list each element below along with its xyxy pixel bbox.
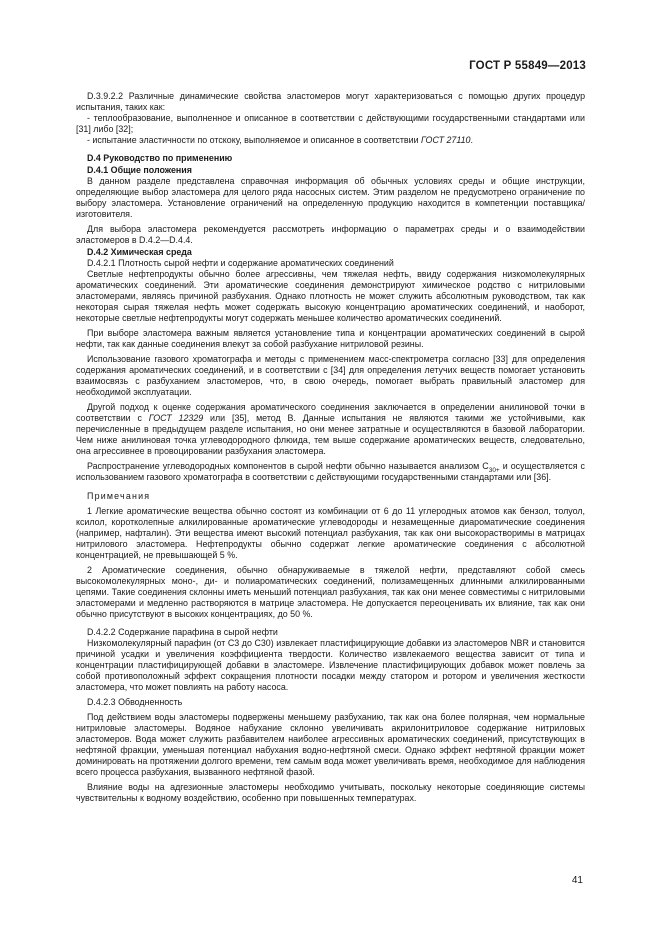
list-item-heat-generation: - теплообразование, выполненное и описанное в соответствии с действующими государственными стандартами или [31] либо [32]; bbox=[76, 113, 585, 134]
note-2: 2 Ароматические соединения, обычно обнаруживаемые в тяжелой нефти, представляют собой смесь высокомолекулярных моно-, ди- и полиароматических соединений, полизамещенных длинными алкилированными цепями. Такие соединения склонны иметь меньший потенциал разбухания, так как они менее совместимы с нитриловыми эластомерами и медленно растворяются в матрице эластомера. Не допускается переоценивать их влияние, так как они обычно присутствуют в высоких концентрациях, до 50 %. bbox=[76, 565, 585, 619]
paragraph-d421-chromatograph: Использование газового хроматографа и методы с применением масс-спектрометра согласно [33] для определения содержания ароматических соединений, и в соответствии с [34] для определения летучих веществ помогает установить взаимосвязь с разбуханием эластомеров, что, в свою очередь, помогает выбрать правильный эластомер для необходимой эксплуатации. bbox=[76, 354, 585, 397]
list-item-text: - испытание эластичности по отскоку, выполняемое и описанное в соответствии bbox=[87, 135, 422, 145]
paragraph-d421-c30-analysis: Распространение углеводородных компонентов в сырой нефти обычно называется анализом $С_{30+}$ и осуществляется с использованием газового хроматографа в соответствии с действующими государственными стандартами или [36]. bbox=[76, 461, 585, 482]
list-item-rebound-resilience: - испытание эластичности по отскоку, выполняемое и описанное в соответствии ГОСТ 27110. bbox=[87, 135, 473, 145]
page-number: 41 bbox=[571, 875, 583, 886]
paragraph-d421-selection: При выборе эластомера важным является установление типа и концентрации ароматических соединений в сырой нефти, так как данные соединения влекут за собой разбухание нитриловой резины. bbox=[76, 328, 585, 349]
subsection-heading-d423: D.4.2.3 Обводненность bbox=[87, 697, 183, 707]
paragraph-d421-light-oil: Светлые нефтепродукты обычно более агрессивны, чем тяжелая нефть, ввиду содержания низкомолекулярных ароматических соединений. Эти ароматические соединения демонстрируют химическое родство с нитриловыми эластомерами, являясь причиной разбухания. Однако плотность не может служить абсолютным руководством, так как некоторая сырая тяжелая нефть может содержать высокую концентрацию ароматических соединений, и наоборот, некоторые светлые нефтепродукты могут содержать меньшее количество ароматических соединений. bbox=[76, 269, 585, 323]
paragraph-d423-adhesive: Влияние воды на адгезионные эластомеры необходимо учитывать, поскольку некоторые соединяющие системы чувствительны к водному воздействию, особенно при повышенных температурах. bbox=[76, 782, 585, 803]
paragraph-d423-water: Под действием воды эластомеры подвержены меньшему разбуханию, так как она более полярная, чем нормальные нитриловые эластомеры. Водяное набухание склонно увеличивать акрилонитриловое содержание нитриловых эластомеров. Вода может служить разбавителем наиболее агрессивных ароматических соединений, присутствующих в нефтяной фракции, уменьшая потенциал набухания водно-нефтяной смеси. Однако эффект нефтяной фракции может доминировать на протяжении долгого времени, тем самым вода может увеличивать время, необходимое для наблюдения всего процесса разбухания, вызванного нефтяной фазой. bbox=[76, 712, 585, 777]
note-1: 1 Легкие ароматические вещества обычно состоят из комбинации от 6 до 11 углеродных атомов как бензол, толуол, ксилол, коротколепные алкилированные ароматические углеводороды и незамещенные диароматические соединения (например, нафталин). Эти вещества имеют высокий потенциал разбухания, так как они высокорастворимы в матрицах нитрилового эластомера. Нефтепродукты обычно содержат легкие ароматические соединения с абсолютной концентрацией, не превышающей 5 %. bbox=[76, 506, 585, 560]
paragraph-d422-paraffin: Низкомолекулярный парафин (от С3 до С30) извлекает пластифицирующие добавки из эластомеров NBR и становится причиной усадки и увеличения коэффициента твердости. Количество извлекаемого вещества зависит от типа и концентрации пластифицирующей добавки в эластомере. Извлечение пластифицирующих добавок может повлечь за собой противоположный эффект сокращения плотности посадки между статором и ротором и увеличения жесткости эластомера, что может повлиять на работу насоса. bbox=[76, 638, 585, 692]
subsection-heading-d422: D.4.2.2 Содержание парафина в сырой нефти bbox=[87, 627, 278, 637]
page-body bbox=[76, 91, 585, 804]
section-heading-d4: D.4 Руководство по применению bbox=[87, 153, 233, 163]
section-heading-d42: D.4.2 Химическая среда bbox=[87, 247, 192, 257]
standard-reference-gost-27110: ГОСТ 27110 bbox=[421, 135, 471, 145]
paragraph-d421-aniline-point: Другой подход к оценке содержания ароматического соединения заключается в определении анилиновой точки в соответствии с ГОСТ 12329 или [35], метод В. Данные испытания не являются такими же устойчивыми, как перечисленные в предыдущем разделе испытания, но они менее затратные и осуществляются в базовой лаборатории. Чем ниже анилиновая точка углеводородного флюида, тем выше содержание ароматических веществ, следовательно, она агрессивнее в провоцировании разбухания эластомера. bbox=[76, 402, 585, 456]
notes-heading: Примечания bbox=[87, 491, 151, 501]
document-standard-code: ГОСТ Р 55849—2013 bbox=[469, 60, 586, 72]
paragraph-d3922: D.3.9.2.2 Различные динамические свойства эластомеров могут характеризоваться с помощью других процедур испытания, таких как: bbox=[76, 91, 585, 112]
subsection-heading-d421: D.4.2.1 Плотность сырой нефти и содержание ароматических соединений bbox=[87, 258, 394, 268]
section-heading-d41: D.4.1 Общие положения bbox=[87, 165, 192, 175]
paragraph-d41-general: В данном разделе представлена справочная информация об обычных условиях среды и общие инструкции, определяющие выбор эластомера для целого ряда насосных систем. Этим разделом не предусмотрено ограничение по выбору эластомера. Установление ограничений на определенную продукцию находится в компетенции поставщика/изготовителя. bbox=[76, 176, 585, 219]
subscript-c30: 30+ bbox=[488, 466, 500, 474]
paragraph-d41-selection: Для выбора эластомера рекомендуется рассмотреть информацию о параметрах среды и о взаимодействии эластомеров в D.4.2—D.4.4. bbox=[76, 224, 585, 245]
standard-reference-gost-12329: ГОСТ 12329 bbox=[148, 413, 204, 423]
